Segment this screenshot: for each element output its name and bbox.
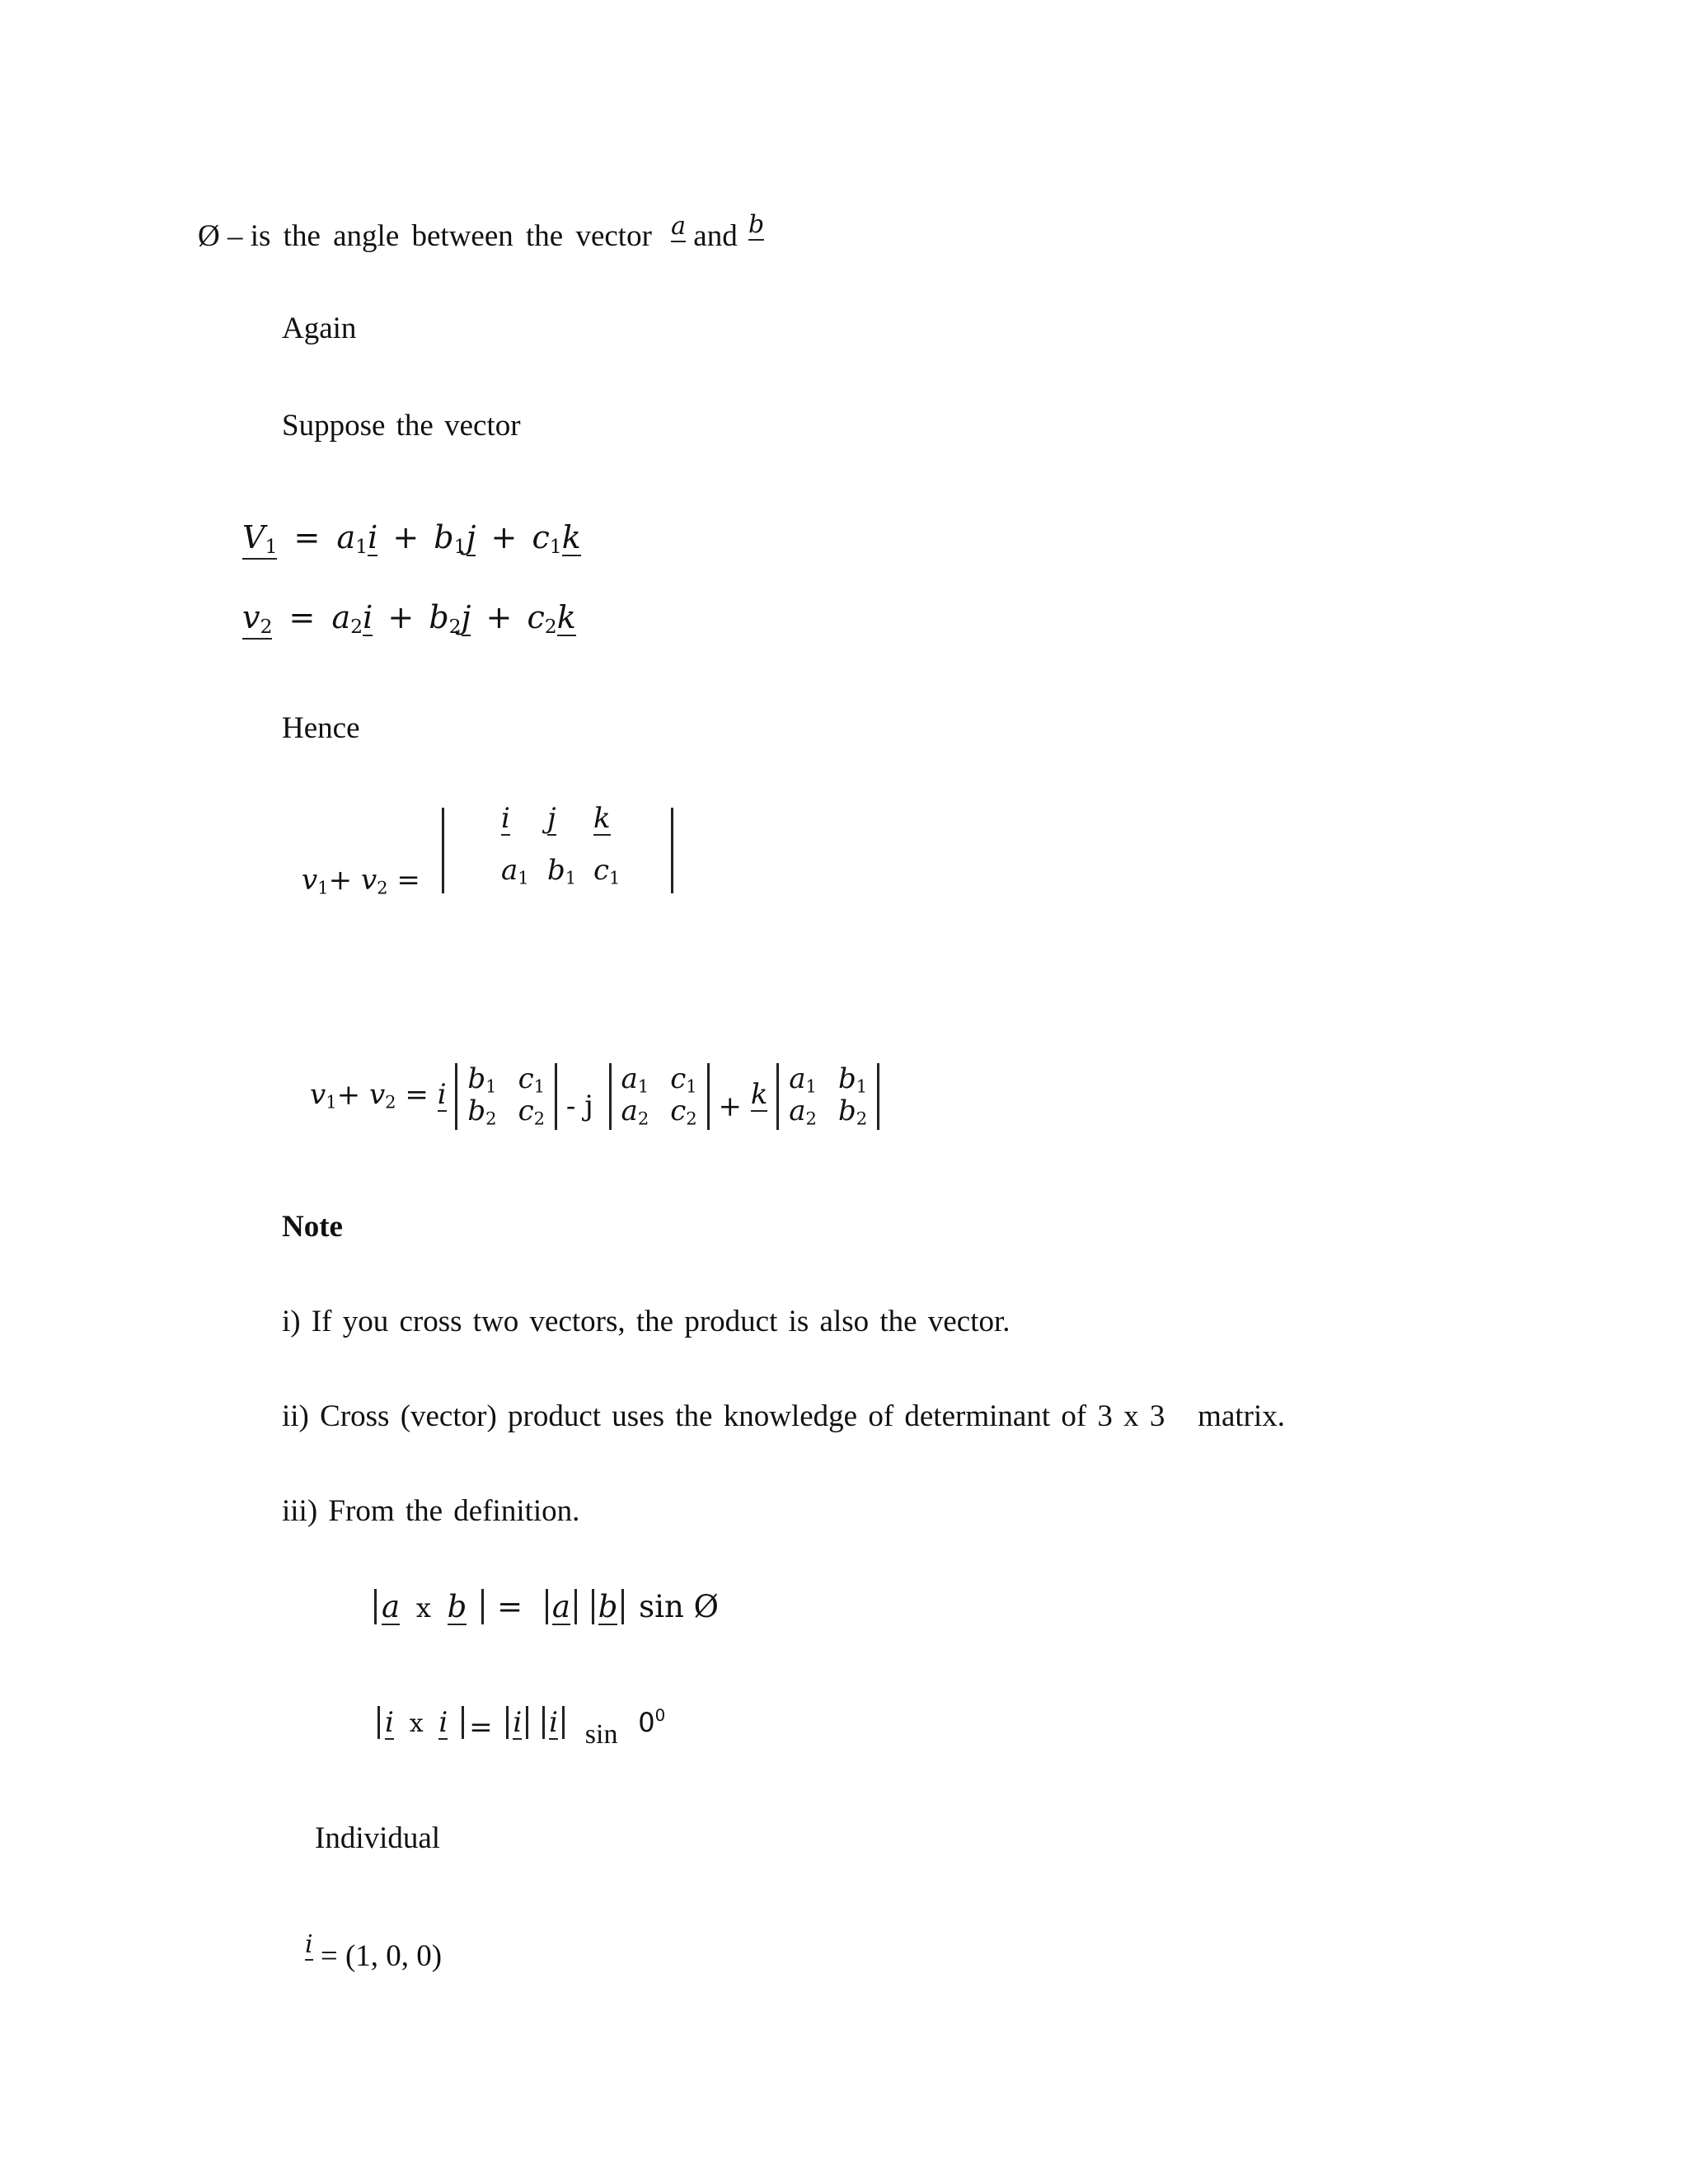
minor-1: $b_1$ $c_1$ $b_2$ $c_2$ [455,1063,557,1130]
unit-vector-i: i = (1, 0, 0) [305,1930,443,1973]
note-item-2: ii) Cross (vector) product uses the knowledge of determinant of 3 x 3 matrix. [282,1399,1286,1433]
determinant-bar-left [442,808,444,893]
intro-text: is the angle between the vector [250,219,652,253]
vector-v2-equation: $v_2 = a_2i + b_2j + c_2k$ [242,599,576,640]
determinant-bar-right [671,808,673,893]
hence-text: Hence [282,711,360,745]
phi-symbol: Ø [198,219,220,253]
cross-product-magnitude-formula: a x b = a b sin Ø [374,1589,719,1625]
expansion-equation: $v_1+ v_2 = i$ $b_1$ $c_1$ $b_2$ $c_2$ - j $a_1$ $c_1$ $a_2$ $c_2$ + k $a_1$ $b_1$ $a_2$ $b_2$ [310,1063,879,1130]
suppose-text: Suppose the vector [282,409,521,443]
unit-cross-formula: i x i = i i $\sin 0^0$ [377,1706,665,1750]
vector-a: a [671,212,687,241]
vector-b: b [748,210,765,239]
minor-2: $a_1$ $c_1$ $a_2$ $c_2$ [609,1063,710,1130]
note-item-3: iii) From the definition. [282,1494,580,1528]
again-text: Again [282,312,357,345]
determinant-matrix: i j k $a_1$ $b_1$ $c_1$ [501,802,621,888]
determinant-lhs: $v_1+ v_2$ = [302,864,420,898]
vector-v1-equation: $V_1 = a_1i + b_1j + c_1k$ [242,519,581,560]
minor-3: $a_1$ $b_1$ $a_2$ $b_2$ [776,1063,879,1130]
individual-text: Individual [315,1821,441,1855]
intro-line: Ø – is the angle between the vector a and b [198,210,765,253]
note-heading: Note [282,1210,343,1244]
note-item-1: i) If you cross two vectors, the product is also the vector. [282,1305,1010,1338]
